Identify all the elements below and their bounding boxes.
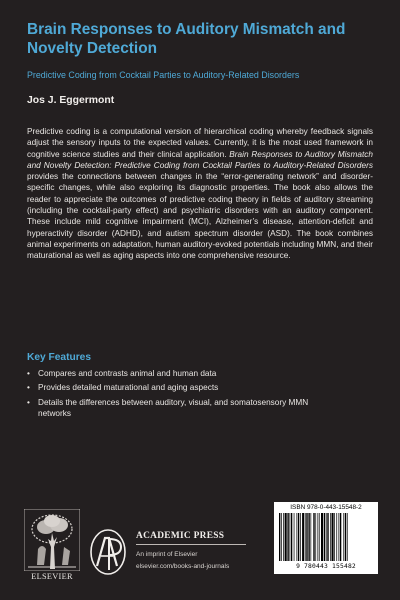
elsevier-wordmark: ELSEVIER <box>31 572 73 581</box>
academic-press-wordmark: ACADEMIC PRESS <box>136 531 225 541</box>
academic-press-logo-icon <box>88 528 128 576</box>
key-features-list <box>27 368 373 422</box>
bullet-icon: • <box>27 383 30 393</box>
description-italic-title: Brain Responses to Auditory Mismatch and Novelty Detection: Predictive Coding from Cocktail Parties to Auditory-Related Disorders <box>27 149 373 170</box>
description-part-1: Predictive coding is a computational version of hierarchical coding whereby feedback signals adjust the sensory inputs to the expected values. Currently, it is the most used framework in cognitive science studies and their clinical application. <box>27 127 373 159</box>
key-feature-item: • Details the differences between auditory, visual, and somatosensory MMN networks <box>27 397 309 418</box>
imprint-line: An imprint of Elsevier <box>136 551 198 558</box>
key-features-heading: Key Features <box>27 352 91 363</box>
description-part-2: provides the connections between changes in the “error-generating network” and disorder-specific changes, while also exploring its diagnostic properties. The book also allows the reader to appreciate the outcomes of predictive coding theory in fields of auditory streaming (including the cocktail-party effect) and psychiatric disorders with an auditory component. These include mild cognitive impairment (MCI), Alzheimer’s disease, attention-deficit and hyperactivity disorder (ADHD), and autism spectrum disorder (ASD). The book combines animal experiments on adaptation, human auditory-evoked potentials including MMN, and their maturational as well as aging aspects into one comprehensive resource. <box>27 172 373 261</box>
book-title: Brain Responses to Auditory Mismatch and Novelty Detection <box>27 21 346 57</box>
book-author: Jos J. Eggermont <box>27 95 115 106</box>
isbn-barcode <box>274 502 378 574</box>
key-feature-item: • Provides detailed maturational and aging aspects <box>27 383 219 393</box>
bullet-icon: • <box>27 369 30 378</box>
barcode-icon <box>276 513 376 563</box>
elsevier-tree-logo-icon <box>24 509 80 571</box>
isbn-number: ISBN 978-0-443-15548-2 <box>290 504 362 511</box>
barcode-digits: 9 780443 155482 <box>296 563 356 570</box>
book-subtitle: Predictive Coding from Cocktail Parties to Auditory-Related Disorders <box>27 70 300 80</box>
book-description <box>27 126 373 262</box>
key-feature-item: • Compares and contrasts animal and human data <box>27 369 217 378</box>
publisher-url[interactable]: elsevier.com/books-and-journals <box>136 563 230 570</box>
bullet-icon: • <box>27 397 30 407</box>
publisher-divider <box>136 544 246 545</box>
